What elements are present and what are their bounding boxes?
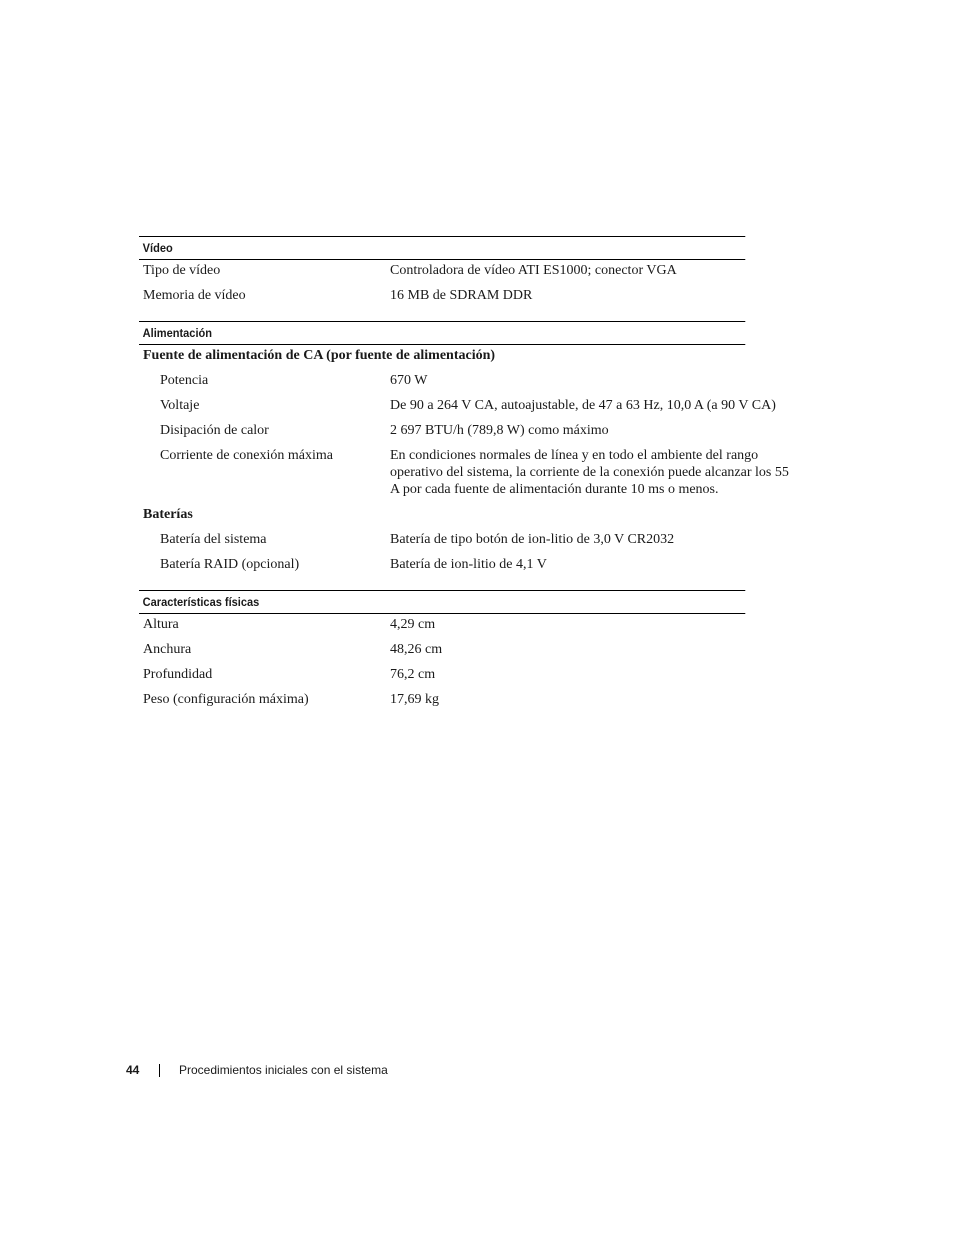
subsection-label: Baterías xyxy=(143,507,193,522)
spec-value: Batería de tipo botón de ion-litio de 3,0 V CR2032 xyxy=(390,532,675,547)
spec-label: Batería del sistema xyxy=(160,532,267,547)
spec-row xyxy=(139,614,798,637)
spec-value: 2 697 BTU/h (789,8 W) como máximo xyxy=(390,423,609,438)
spec-label: Tipo de vídeo xyxy=(143,263,221,278)
spec-label: Peso (configuración máxima) xyxy=(143,692,309,707)
spec-value: 16 MB de SDRAM DDR xyxy=(390,288,533,303)
section-header-power: Alimentación xyxy=(139,321,745,345)
page-footer xyxy=(126,1062,388,1078)
spec-value: 76,2 cm xyxy=(390,667,436,682)
spec-label: Corriente de conexión máxima xyxy=(160,448,333,463)
spec-row xyxy=(139,418,798,443)
spec-label: Altura xyxy=(143,617,179,632)
spec-label: Disipación de calor xyxy=(160,423,269,438)
spec-value: Batería de ion-litio de 4,1 V xyxy=(390,557,547,572)
spec-value: 48,26 cm xyxy=(390,642,443,657)
spec-value: De 90 a 264 V CA, autoajustable, de 47 a 63 Hz, 10,0 A (a 90 V CA) xyxy=(390,398,776,413)
spec-row xyxy=(139,527,798,552)
spec-label: Anchura xyxy=(143,642,192,657)
spec-value: 670 W xyxy=(390,373,428,388)
subsection-label: Fuente de alimentación de CA (por fuente de alimentación) xyxy=(143,348,496,363)
page-number: 44 xyxy=(126,1063,140,1077)
specifications-table xyxy=(139,236,798,712)
spec-label: Batería RAID (opcional) xyxy=(160,557,300,572)
section-header-video: Vídeo xyxy=(139,236,745,260)
spec-value: En condiciones normales de línea y en todo el ambiente del rango operativo del sistema, la corriente de la conexión puede alcanzar los 55 A por cada fuente de alimentación durante 10 ms o menos. xyxy=(390,448,789,497)
spec-row xyxy=(139,552,798,577)
spec-label: Memoria de vídeo xyxy=(143,288,246,303)
spec-value: 4,29 cm xyxy=(390,617,436,632)
spec-row xyxy=(139,283,798,308)
spec-row xyxy=(139,637,798,662)
spec-row xyxy=(139,687,798,712)
spec-row xyxy=(139,260,798,283)
spec-label: Voltaje xyxy=(160,398,200,413)
spec-label: Potencia xyxy=(160,373,209,388)
spec-value: Controladora de vídeo ATI ES1000; conector VGA xyxy=(390,263,677,278)
footer-title: Procedimientos iniciales con el sistema xyxy=(179,1063,388,1077)
spec-value: 17,69 kg xyxy=(390,692,439,707)
spec-row xyxy=(139,443,798,502)
spec-row xyxy=(139,368,798,393)
spec-row xyxy=(139,662,798,687)
spec-row xyxy=(139,393,798,418)
section-header-physical: Características físicas xyxy=(139,590,745,614)
footer-separator xyxy=(159,1064,160,1077)
spec-label: Profundidad xyxy=(143,667,213,682)
subsection-title-ac-power xyxy=(139,345,798,368)
subsection-title-batteries xyxy=(139,502,798,527)
